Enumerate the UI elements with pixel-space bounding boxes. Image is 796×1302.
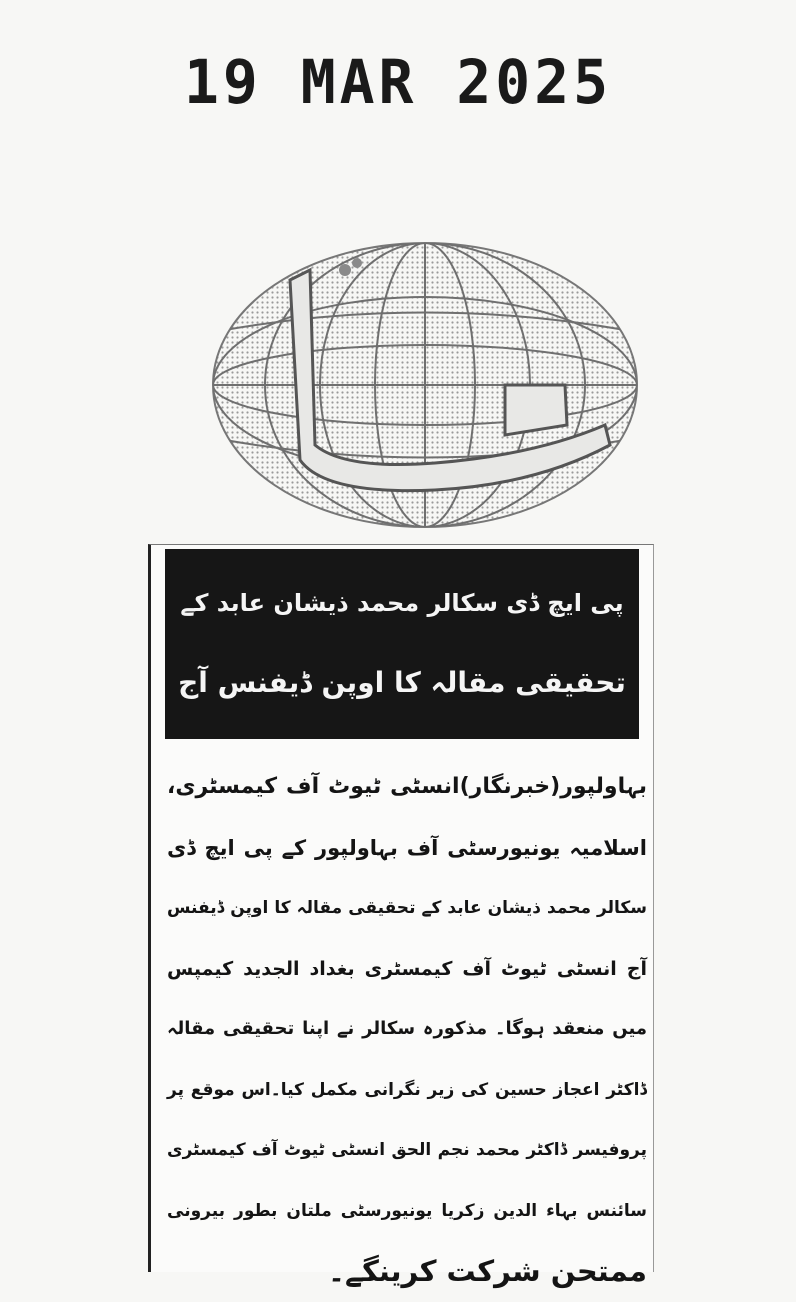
headline-line: پی ایچ ڈی سکالر محمد ذیشان عابد کے (180, 589, 624, 617)
newspaper-logo (205, 235, 645, 535)
date-stamp: 19 MAR 2025 (183, 46, 613, 118)
article-body (167, 757, 647, 1302)
body-line: میں منعقد ہوگا۔ مذکورہ سکالر نے اپنا تحقیقی مقالہ (167, 1018, 647, 1039)
news-clipping (148, 544, 654, 1288)
body-line: سائنس بہاء الدین زکریا یونیورسٹی ملتان بطور بیرونی (167, 1200, 647, 1221)
body-line: پروفیسر ڈاکٹر محمد نجم الحق انسٹی ٹیوٹ آف کیمسٹری (167, 1140, 647, 1160)
body-line: بہاولپور(خبرنگار)انسٹی ٹیوٹ آف کیمسٹری، (167, 774, 647, 799)
body-line: آج انسٹی ٹیوٹ آف کیمسٹری بغداد الجدید کیمپس (167, 957, 647, 980)
globe-logo-icon (205, 235, 645, 535)
headline-box (165, 549, 639, 739)
headline-line: تحقیقی مقالہ کا اوپن ڈیفنس آج (178, 666, 626, 699)
body-line: اسلامیہ یونیورسٹی آف بہاولپور کے پی ایچ ڈی (167, 835, 647, 860)
body-line: ممتحن شرکت کرینگے۔ (327, 1254, 647, 1288)
body-line: ڈاکٹر اعجاز حسین کی زیر نگرانی مکمل کیا۔اس موقع پر (167, 1079, 647, 1100)
body-line: سکالر محمد ذیشان عابد کے تحقیقی مقالہ کا اوپن ڈیفنس (167, 898, 647, 918)
